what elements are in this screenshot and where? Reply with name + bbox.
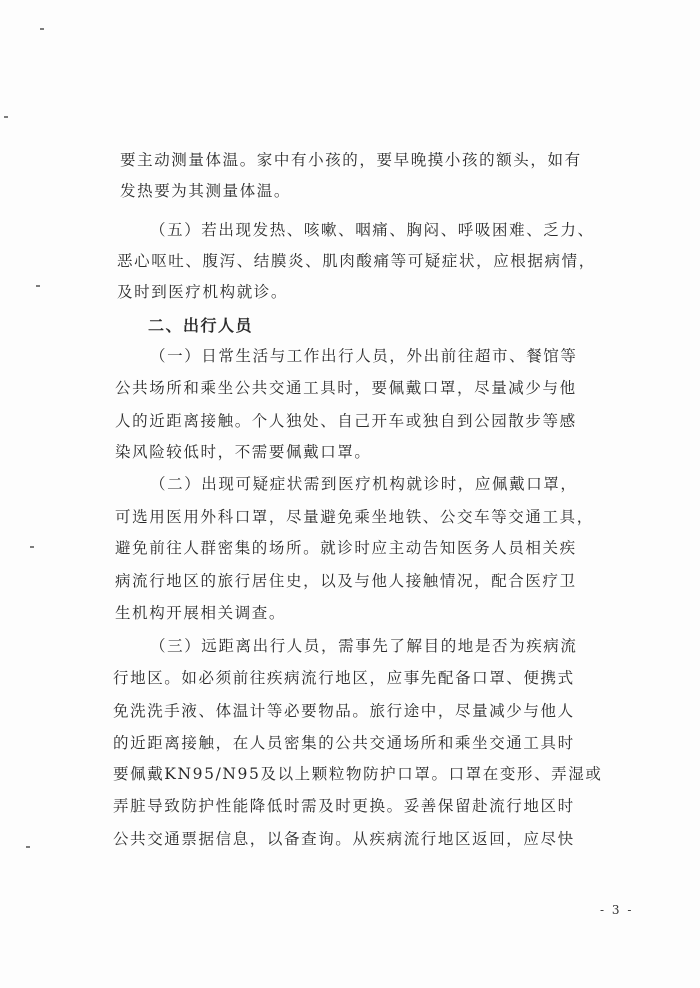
body-line: 可选用医用外科口罩，尽量避免乘坐地铁、公交车等交通工具， xyxy=(115,508,594,526)
body-line: （一）日常生活与工作出行人员，外出前往超市、餐馆等 xyxy=(150,347,578,365)
body-line: 要佩戴KN95/N95及以上颗粒物防护口罩。口罩在变形、弄湿或 xyxy=(113,765,603,783)
scan-edge-mark xyxy=(26,846,30,848)
body-line: 行地区。如必须前往疾病流行地区，应事先配备口罩、便携式 xyxy=(113,669,575,687)
body-line: 人的近距离接触。个人独处、自己开车或独自到公园散步等感 xyxy=(115,412,577,430)
body-line: 病流行地区的旅行居住史，以及与他人接触情况，配合医疗卫 xyxy=(115,572,577,590)
body-line: 免洗洗手液、体温计等必要物品。旅行途中，尽量减少与他人 xyxy=(113,702,575,720)
scan-edge-mark xyxy=(4,116,8,118)
scan-edge-mark xyxy=(36,285,40,287)
body-line: 弄脏导致防护性能降低时需及时更换。妥善保留赴流行地区时 xyxy=(113,797,575,815)
body-line: 生机构开展相关调查。 xyxy=(115,604,287,622)
scan-edge-mark xyxy=(40,28,44,30)
section-heading: 二、出行人员 xyxy=(148,316,254,335)
body-line: 恶心呕吐、腹泻、结膜炎、肌肉酸痛等可疑症状，应根据病情， xyxy=(117,252,596,270)
body-line: 公共交通票据信息，以备查询。从疾病流行地区返回，应尽快 xyxy=(113,830,575,848)
body-line: 的近距离接触，在人员密集的公共交通场所和乘坐交通工具时 xyxy=(113,734,575,752)
body-line: （五）若出现发热、咳嗽、咽痛、胸闷、呼吸困难、乏力、 xyxy=(150,221,595,239)
body-line: 要主动测量体温。家中有小孩的，要早晚摸小孩的额头，如有 xyxy=(120,151,582,169)
body-line: （三）远距离出行人员，需事先了解目的地是否为疾病流 xyxy=(150,637,578,655)
body-line: 避免前往人群密集的场所。就诊时应主动告知医务人员相关疾 xyxy=(115,539,577,557)
body-line: （二）出现可疑症状需到医疗机构就诊时，应佩戴口罩， xyxy=(150,475,578,493)
scan-edge-mark xyxy=(30,546,34,548)
body-line: 染风险较低时，不需要佩戴口罩。 xyxy=(115,443,372,461)
body-line: 及时到医疗机构就诊。 xyxy=(117,283,289,301)
body-line: 发热要为其测量体温。 xyxy=(120,182,292,200)
body-line: 公共场所和乘坐公共交通工具时，要佩戴口罩，尽量减少与他 xyxy=(115,379,577,397)
page-number: - 3 - xyxy=(600,903,634,917)
